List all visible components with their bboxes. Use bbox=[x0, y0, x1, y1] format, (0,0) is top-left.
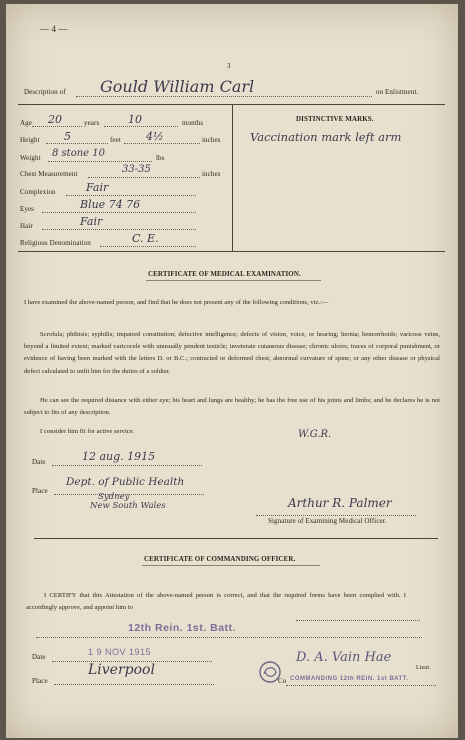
medical-date-line bbox=[52, 465, 202, 466]
top-left-mark: — 4 — bbox=[40, 24, 68, 34]
complexion-line bbox=[66, 195, 196, 196]
medical-conditions: Scrofula; phthisis; syphilis; impaired constitution; defective intelligence; defects of vision, voice, or hearing; hernia; hemorrhoids; varicose veins, beyond a limited extent; marked varicocele with unusually pendent testicle; inveterate cutaneous disease; chronic ulcers; traces of corporal punishment, or evidence of having been marked with the letters D. or B.C.; contracted or deformed chest; abnormal curvature of spine; or any other disease or physical defect calculated to unfit him for the duties of a soldier. bbox=[24, 331, 440, 375]
date-stamp: 1 9 NOV 1915 bbox=[88, 647, 152, 657]
medical-signature-caption: Signature of Examining Medical Officer. bbox=[268, 517, 387, 525]
complexion-label: Complexion bbox=[20, 188, 56, 196]
commanding-stamp: COMMANDING 12th REIN. 1st BATT. bbox=[290, 676, 409, 682]
religion-line bbox=[100, 246, 196, 247]
medical-place-label: Place bbox=[32, 487, 48, 495]
commanding-text: I CERTIFY that this Attestation of the above-named person is correct, and that the required forms have been complied with. I accordingly approve, and appoint him to bbox=[26, 592, 406, 612]
medical-intro: I have examined the above-named person, and find that he does not present any of the following conditions, viz.:— bbox=[24, 299, 329, 306]
inches-label: inches bbox=[202, 136, 221, 144]
hair-value: Fair bbox=[80, 215, 103, 228]
medical-heading-underline bbox=[146, 280, 321, 281]
commanding-place-label: Place bbox=[32, 677, 48, 685]
chest-line bbox=[88, 177, 200, 178]
chest-inches-label: inches bbox=[202, 170, 221, 178]
age-label: Age bbox=[20, 119, 32, 127]
medical-heading: CERTIFICATE OF MEDICAL EXAMINATION. bbox=[148, 270, 301, 278]
religion-value: C. E. bbox=[132, 232, 159, 245]
medical-signature-line bbox=[256, 515, 416, 516]
chest-value: 33-35 bbox=[122, 164, 151, 175]
distinctive-marks-heading: DISTINCTIVE MARKS. bbox=[296, 115, 374, 123]
medical-place-value-3: New South Wales bbox=[90, 501, 166, 511]
commanding-signature-line bbox=[286, 685, 436, 686]
box-bottom-rule bbox=[18, 251, 445, 252]
description-name: Gould William Carl bbox=[100, 77, 255, 96]
commanding-heading: CERTIFICATE OF COMMANDING OFFICER. bbox=[144, 555, 296, 563]
medical-place-value-2: Sydney bbox=[98, 492, 130, 502]
height-feet-line bbox=[46, 143, 108, 144]
eyes-label: Eyes bbox=[20, 205, 35, 213]
distinctive-marks-value: Vaccination mark left arm bbox=[250, 130, 402, 144]
medical-officer-signature: Arthur R. Palmer bbox=[288, 496, 392, 510]
commanding-signature: D. A. Vain Hae bbox=[296, 650, 392, 665]
weight-value: 8 stone 10 bbox=[52, 148, 105, 159]
description-dotted-line bbox=[76, 96, 372, 97]
commanding-place-line bbox=[54, 684, 214, 685]
age-months-value: 10 bbox=[128, 113, 142, 126]
feet-label: feet bbox=[110, 136, 121, 144]
commanding-date-label: Date bbox=[32, 653, 46, 661]
medical-initials: W.G.R. bbox=[298, 429, 332, 440]
years-label: years bbox=[84, 119, 100, 127]
appointment-line-2 bbox=[36, 637, 422, 638]
appointment-line-1 bbox=[296, 620, 420, 621]
page-number: 3 bbox=[227, 62, 231, 70]
height-inches-value: 4½ bbox=[146, 130, 164, 143]
unit-stamp: 12th Rein. 1st. Batt. bbox=[128, 622, 236, 634]
commanding-heading-underline bbox=[142, 565, 320, 566]
lbs-label: lbs bbox=[156, 154, 165, 162]
medical-consider: I consider him fit for active service. bbox=[40, 428, 135, 435]
commanding-place-value: Liverpool bbox=[88, 662, 155, 678]
height-label: Height bbox=[20, 136, 40, 144]
medical-date-label: Date bbox=[32, 458, 46, 466]
hair-line bbox=[42, 229, 196, 230]
age-years-line bbox=[32, 126, 82, 127]
medical-date-value: 12 aug. 1915 bbox=[82, 450, 156, 463]
box-divider bbox=[232, 104, 233, 252]
section-separator bbox=[34, 538, 438, 539]
height-inches-line bbox=[124, 143, 200, 144]
eyes-value: Blue 74 76 bbox=[80, 198, 141, 211]
age-years-value: 20 bbox=[48, 113, 62, 126]
description-label: Description of bbox=[24, 88, 66, 96]
chest-label: Chest Measurement bbox=[20, 170, 78, 178]
weight-label: Weight bbox=[20, 154, 41, 162]
months-label: months bbox=[182, 119, 204, 127]
medical-distance: He can see the required distance with either eye; his heart and lungs are healthy; he has the free use of his joints and limbs; and he declares he is not subject to fits of any description. bbox=[24, 397, 440, 417]
co-label: Co bbox=[278, 677, 287, 685]
complexion-value: Fair bbox=[86, 181, 109, 194]
attestation-page bbox=[6, 4, 458, 738]
commanding-rank: Lieut. bbox=[416, 665, 431, 671]
hair-label: Hair bbox=[20, 222, 33, 230]
description-suffix: on Enlistment. bbox=[376, 88, 419, 96]
height-feet-value: 5 bbox=[64, 130, 71, 143]
medical-place-value: Dept. of Public Health bbox=[66, 476, 185, 488]
religion-label: Religious Denomination bbox=[20, 239, 91, 247]
eyes-line bbox=[42, 212, 196, 213]
weight-line bbox=[48, 161, 152, 162]
age-months-line bbox=[104, 126, 178, 127]
